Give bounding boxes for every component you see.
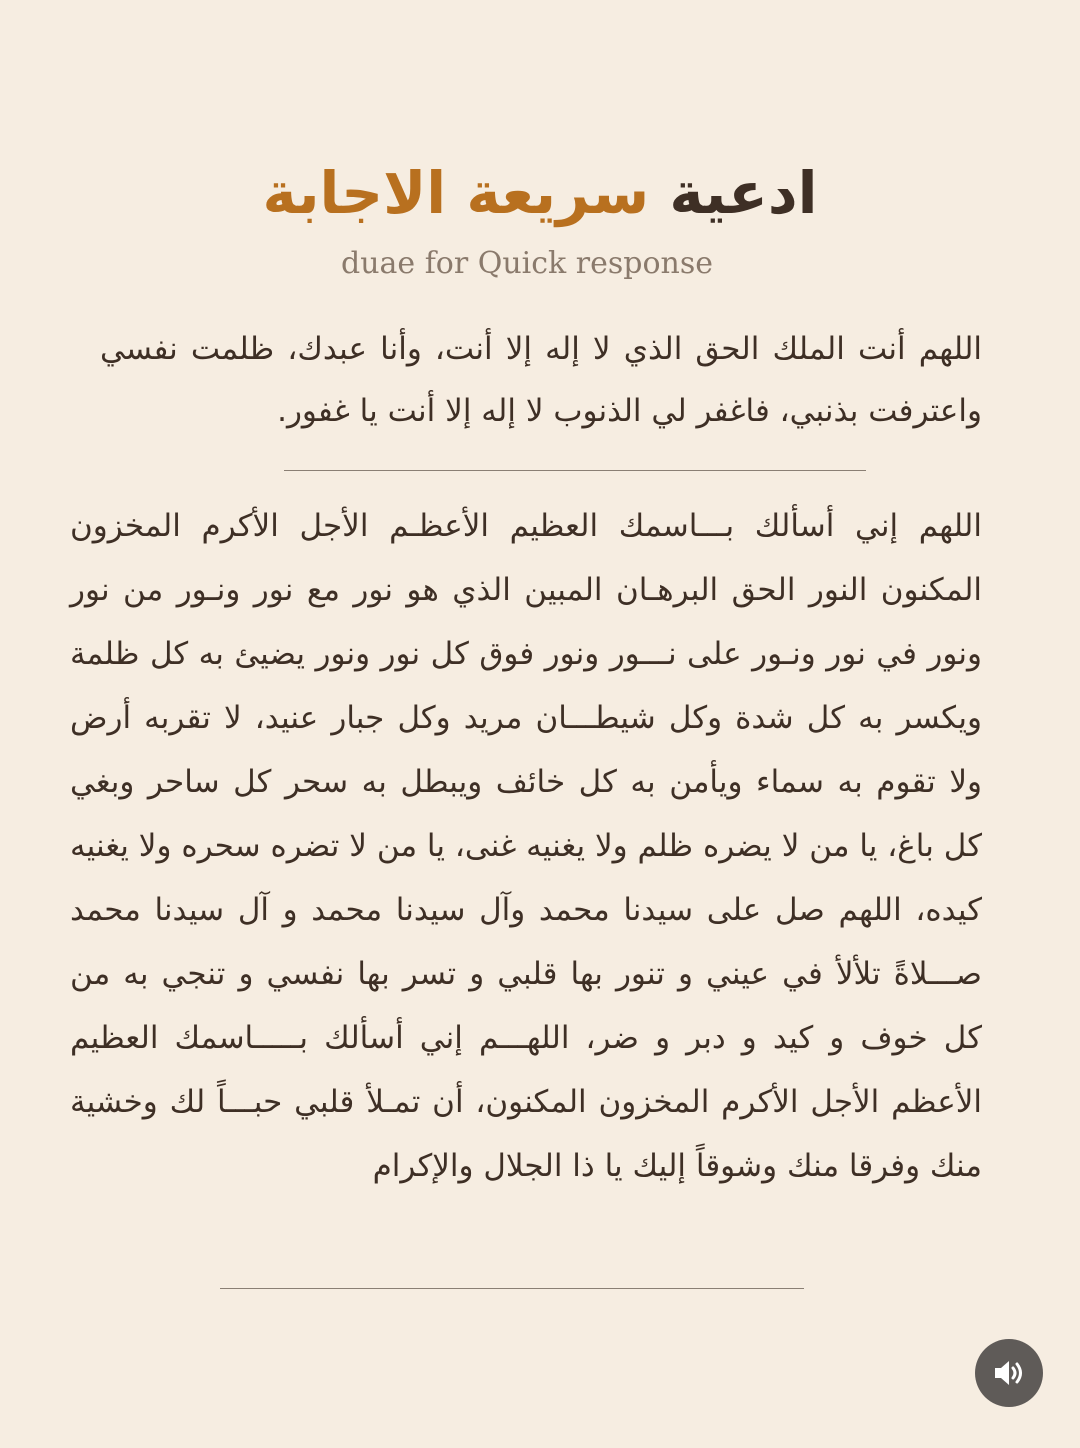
dua-paragraph-2: اللهم إني أسألك بـــاسمك العظيم الأعظـم الأجل الأكرم المخزون المكنون النور الحق البرهـان المبين الذي هو نور مع نور ونـور من نور ونور في نور ونـور على نـــور ونور فوق كل نور ونور يضيئ به كل ظلمة ويكسر به كل شدة وكل شيطـــان مريد وكل جبار عنيد، لا تقربه أرض ولا تقوم به سماء ويأمن به كل خائف ويبطل به سحر كل ساحر وبغي كل باغ، يا من لا يضره ظلم ولا يغنيه غنى، يا من لا تضره سحره ولا يغنيه كيده، اللهم صل على سيدنا محمد وآل سيدنا محمد و آل سيدنا محمد صـــلاةً تلألأ في عيني و تنور بها قلبي و تسر بها نفسي و تنجي به من كل خوف و كيد و دبر و ضر، اللهـــم إني أسألك بـــــاسمك العظيم الأعظم الأجل الأكرم المخزون المكنون، أن تمـلأ قلبي حبـــاً لك وخشية منك وفرقا منك وشوقاً إليك يا ذا الجلال والإكرام (70, 508, 982, 1184)
divider-2 (220, 1288, 804, 1289)
audio-toggle-button[interactable] (975, 1339, 1043, 1407)
dua-paragraph-1: اللهم أنت الملك الحق الذي لا إله إلا أنت، وأنا عبدك، ظلمت نفسي واعترفت بذنبي، فاغفر لي الذنوب لا إله إلا أنت يا غفور. (100, 331, 982, 429)
page-subtitle: duae for Quick response (341, 246, 713, 281)
title-word-duae: ادعية (669, 159, 818, 227)
speaker-volume-icon (992, 1358, 1026, 1388)
title-word-quick-response: سريعة الاجابة (262, 159, 650, 227)
divider-1 (284, 470, 866, 471)
page-title (0, 150, 1080, 236)
